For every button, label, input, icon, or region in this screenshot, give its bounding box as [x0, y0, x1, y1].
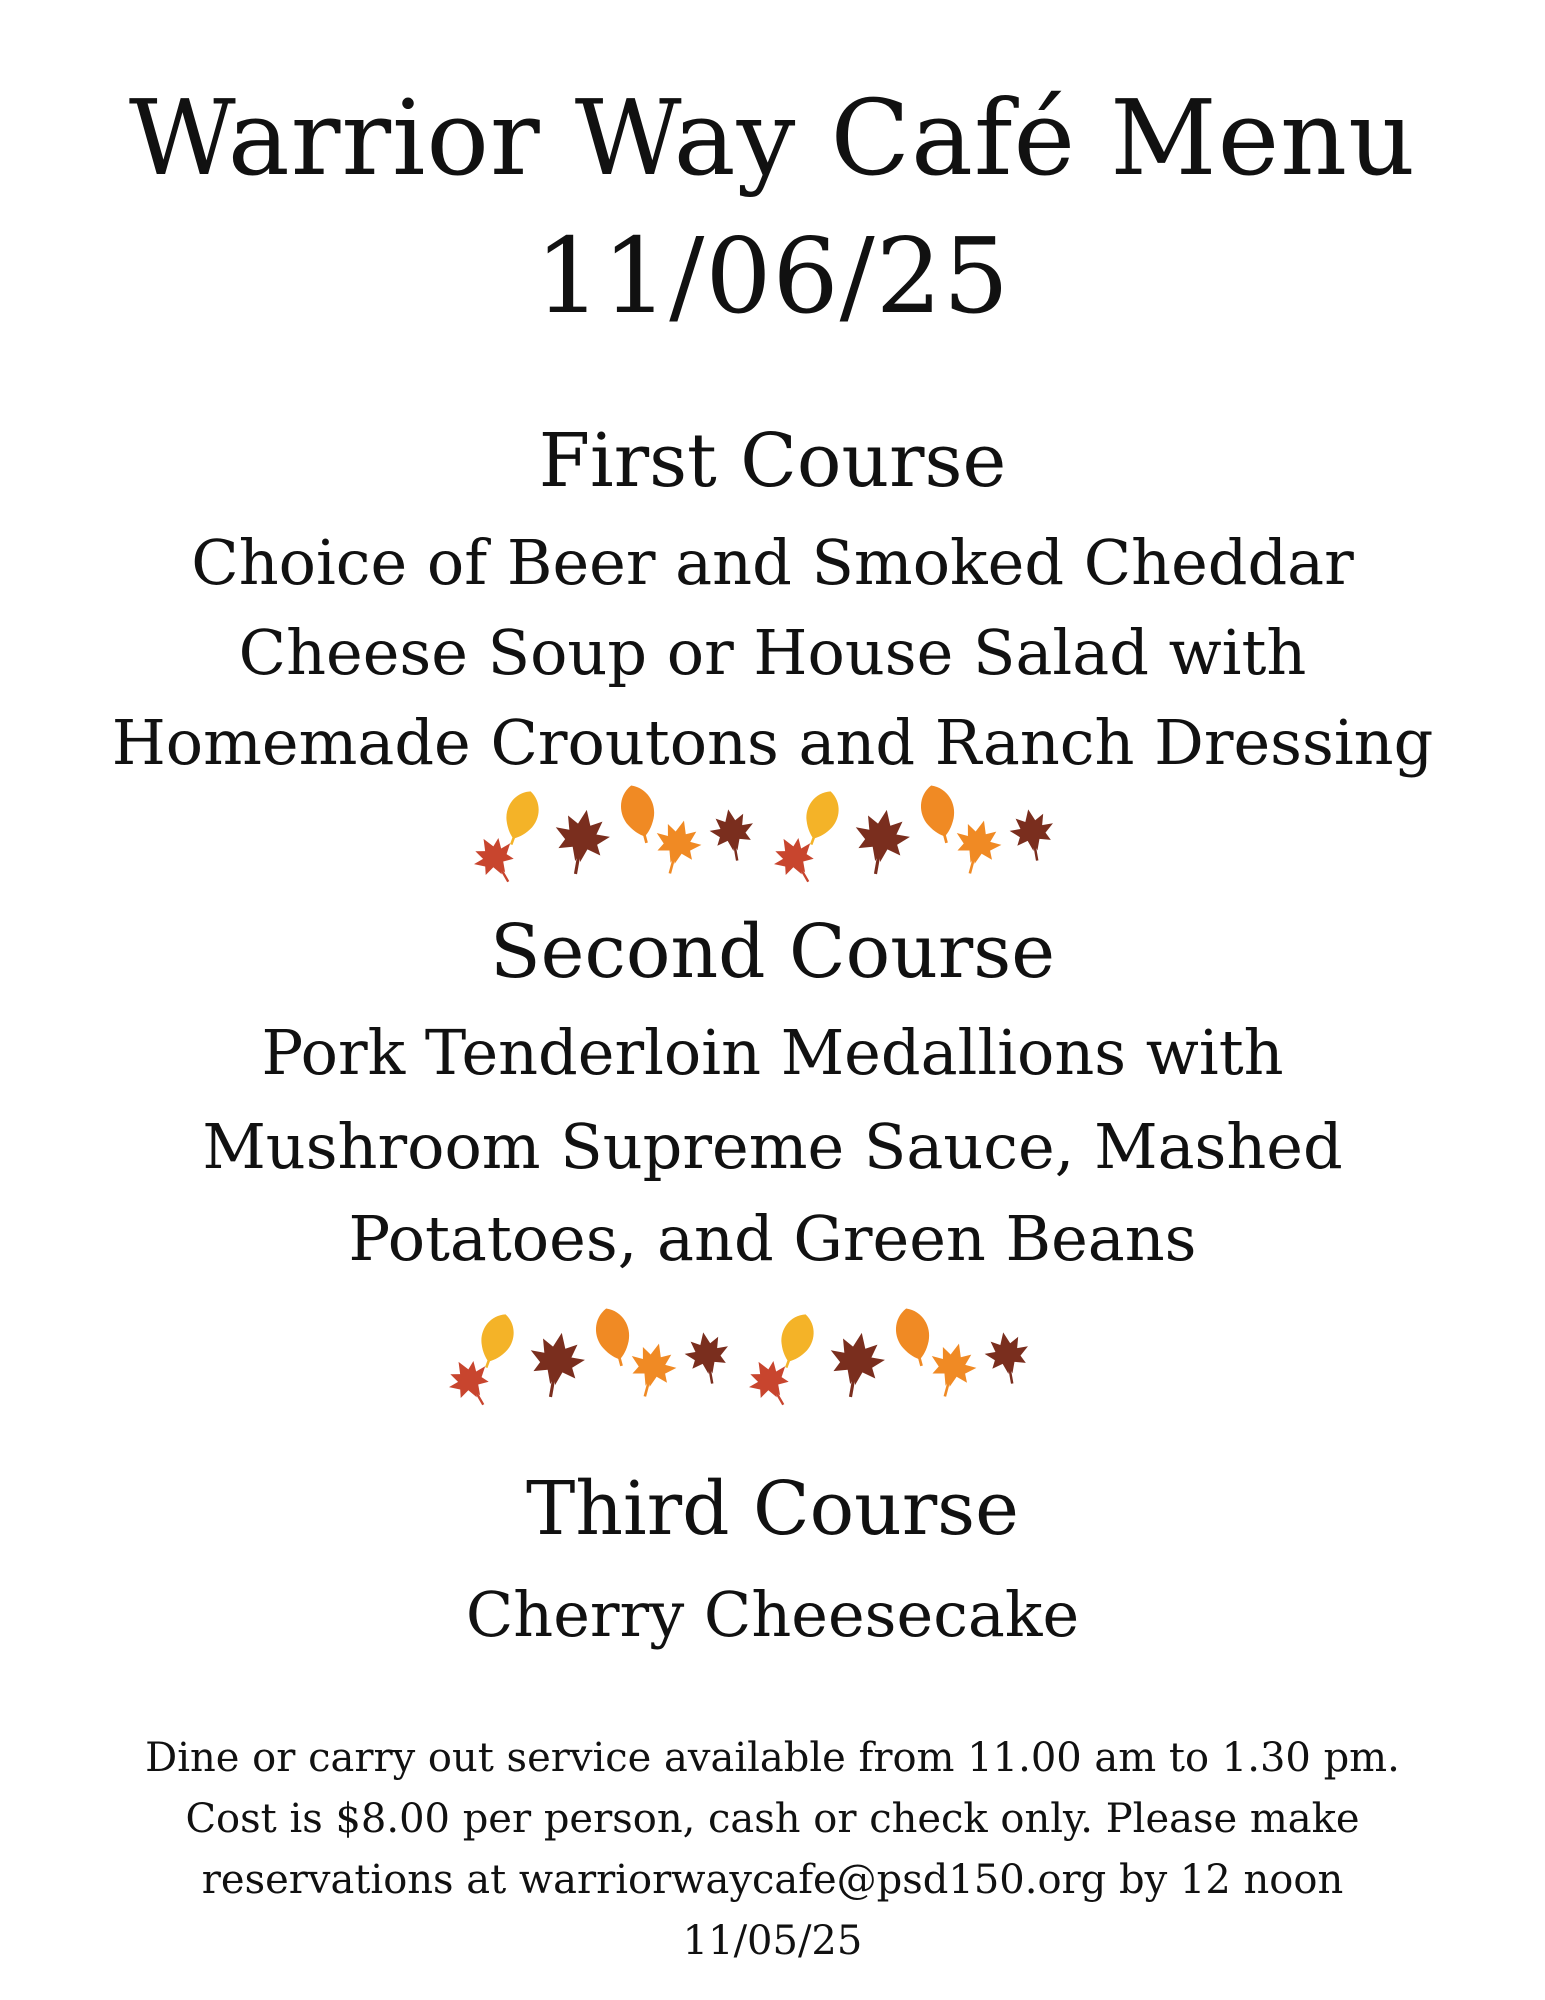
- autumn-leaf-icon: [648, 815, 707, 880]
- autumn-leaf-icon: [497, 786, 545, 850]
- autumn-leaf-icon: [823, 1328, 888, 1402]
- menu-date: 11/06/25: [534, 215, 1011, 337]
- second-course-line-3: Potatoes, and Green Beans: [348, 1202, 1197, 1275]
- third-course-line-1: Cherry Cheesecake: [465, 1578, 1080, 1651]
- footer-line-4: 11/05/25: [682, 1918, 863, 1964]
- second-course-heading: Second Course: [489, 909, 1055, 995]
- autumn-leaf-icon: [548, 805, 613, 879]
- autumn-leaf-icon: [470, 828, 526, 892]
- autumn-leaf-icon: [740, 1351, 801, 1415]
- autumn-leaf-icon: [707, 806, 759, 865]
- autumn-leaf-icon: [682, 1329, 734, 1388]
- autumn-leaf-icon: [923, 1338, 982, 1403]
- autumn-leaf-icon: [1007, 806, 1059, 865]
- first-course-line-2: Cheese Soup or House Salad with: [238, 616, 1307, 689]
- second-course-line-2: Mushroom Supreme Sauce, Mashed: [202, 1110, 1343, 1183]
- autumn-leaf-icon: [616, 781, 663, 847]
- autumn-leaf-icon: [523, 1328, 588, 1402]
- autumn-leaf-icon: [982, 1329, 1034, 1388]
- second-course-line-1: Pork Tenderloin Medallions with: [261, 1016, 1284, 1089]
- autumn-leaf-icon: [948, 815, 1007, 880]
- autumn-leaf-border: [470, 775, 1090, 895]
- footer-line-3: reservations at warriorwaycafe@psd150.org by 12 noon: [201, 1857, 1344, 1903]
- autumn-leaf-icon: [797, 786, 845, 850]
- autumn-leaf-icon: [916, 781, 963, 847]
- autumn-leaf-icon: [472, 1309, 520, 1373]
- first-course-line-1: Choice of Beer and Smoked Cheddar: [191, 526, 1354, 599]
- autumn-leaf-icon: [445, 1351, 501, 1415]
- autumn-leaf-icon: [623, 1338, 682, 1403]
- autumn-leaf-icon: [772, 1309, 820, 1373]
- first-course-line-3: Homemade Croutons and Ranch Dressing: [111, 706, 1434, 779]
- footer-line-2: Cost is $8.00 per person, cash or check only. Please make: [185, 1796, 1360, 1842]
- autumn-leaf-icon: [891, 1304, 938, 1370]
- autumn-leaf-icon: [765, 828, 826, 892]
- third-course-heading: Third Course: [526, 1466, 1019, 1552]
- menu-title: Warrior Way Café Menu: [128, 77, 1417, 199]
- autumn-leaf-icon: [591, 1304, 638, 1370]
- autumn-leaf-border: [445, 1298, 1065, 1418]
- first-course-heading: First Course: [538, 418, 1007, 504]
- footer-line-1: Dine or carry out service available from 11.00 am to 1.30 pm.: [145, 1735, 1400, 1781]
- autumn-leaf-icon: [848, 805, 913, 879]
